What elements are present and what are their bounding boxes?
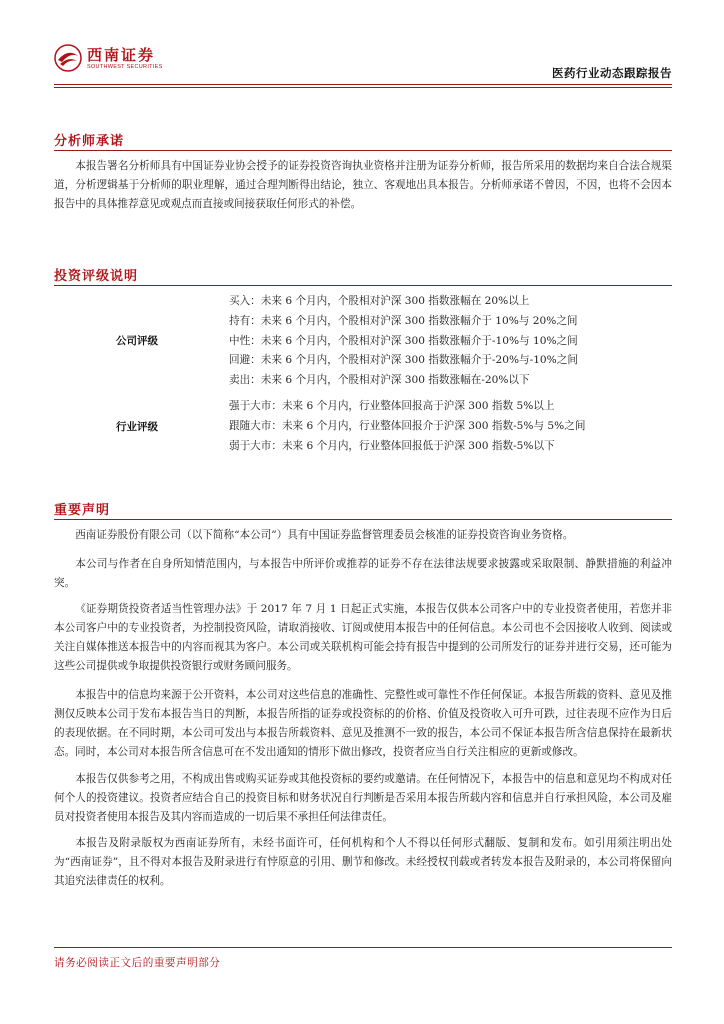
disclaimer-paragraph: 《证券期货投资者适当性管理办法》于 2017 年 7 月 1 日起正式实施，本报告仅供本公司客户中的专业投资者使用，若您并非本公司客户中的专业投资者，为控制投资风险，请取消接收、订阅或使用本报告中的任何信息。本公司也不会因接收人收到、阅读或关注自媒体推送本报告中的内容而视其为客户。本公司或关联机构可能会持有报告中提到的公司所发行的证券并进行交易，还可能为这些公司提供或争取提供投资银行或财务顾问服务。: [54, 603, 672, 672]
footer-divider: [54, 947, 672, 948]
section-divider: [54, 150, 672, 151]
company-rating-item: 回避：未来 6 个月内，个股相对沪深 300 指数涨幅介于-20%与-10%之间: [229, 354, 578, 366]
company-rating-item: 中性：未来 6 个月内，个股相对沪深 300 指数涨幅介于-10%与 10%之间: [229, 335, 578, 347]
company-logo: [54, 42, 166, 76]
company-rating-item: 卖出：未来 6 个月内，个股相对沪深 300 指数涨幅在-20%以下: [229, 374, 530, 386]
section-divider: [54, 519, 672, 520]
header-divider-thin: [54, 87, 672, 88]
industry-rating-item: 强于大市：未来 6 个月内，行业整体回报高于沪深 300 指数 5%以上: [229, 400, 555, 412]
logo-chinese-name: 西南证券: [87, 46, 156, 64]
disclaimer-paragraph: 西南证券股份有限公司（以下简称“本公司”）具有中国证券监督管理委员会核准的证券投资咨询业务资格。: [75, 529, 574, 541]
section-title-rating: 投资评级说明: [54, 269, 139, 284]
disclaimer-paragraph: 本报告中的信息均来源于公开资料，本公司对这些信息的准确性、完整性或可靠性不作任何保证。本报告所载的资料、意见及推测仅反映本公司于发布本报告当日的判断，本报告所指的证券或投资标的的价格、价值及投资收入可升可跌，过往表现不应作为日后的表现依据。在不同时期，本公司可发出与本报告所载资料、意见及推测不一致的报告，本公司不保证本报告所含信息保持在最新状态。同时，本公司对本报告所含信息可在不发出通知的情形下做出修改，投资者应当自行关注相应的更新或修改。: [54, 689, 672, 758]
footer-note: 请务必阅读正文后的重要声明部分: [54, 957, 221, 969]
header-divider: [54, 84, 672, 85]
analyst-commitment-text: 本报告署名分析师具有中国证券业协会授予的证券投资咨询执业资格并注册为证券分析师，报告所采用的数据均来自合法合规渠道，分析逻辑基于分析师的职业理解，通过合理判断得出结论，独立、客观地出具本报告。分析师承诺不曾因，不因，也将不会因本报告中的具体推荐意见或观点而直接或间接获取任何形式的补偿。: [54, 160, 672, 210]
section-title-analyst-commitment: 分析师承诺: [54, 134, 125, 149]
disclaimer-paragraph: 本公司与作者在自身所知情范围内，与本报告中所评价或推荐的证券不存在法律法规要求披露或采取限制、静默措施的利益冲突。: [54, 558, 672, 589]
section-title-disclaimer: 重要声明: [54, 503, 111, 518]
company-rating-item: 买入：未来 6 个月内，个股相对沪深 300 指数涨幅在 20%以上: [229, 295, 530, 307]
company-rating-item: 持有：未来 6 个月内，个股相对沪深 300 指数涨幅介于 10%与 20%之间: [229, 315, 578, 327]
industry-rating-item: 弱于大市：未来 6 个月内，行业整体回报低于沪深 300 指数-5%以下: [229, 440, 555, 452]
logo-english-name: SOUTHWEST SECURITIES: [87, 64, 163, 70]
company-rating-label: 公司评级: [116, 335, 158, 347]
logo-mark-icon: [54, 44, 82, 72]
disclaimer-paragraph: 本报告及附录版权为西南证券所有，未经书面许可，任何机构和个人不得以任何形式翻版、复制和发布。如引用须注明出处为“西南证券”，且不得对本报告及附录进行有悖原意的引用、删节和修改。未经授权刊载或者转发本报告及附录的，本公司将保留向其追究法律责任的权利。: [54, 837, 672, 887]
page-header: [0, 0, 724, 92]
industry-rating-label: 行业评级: [116, 421, 158, 433]
industry-rating-item: 跟随大市：未来 6 个月内，行业整体回报介于沪深 300 指数-5%与 5%之间: [229, 420, 586, 432]
section-divider: [54, 285, 672, 286]
report-type: 医药行业动态跟踪报告: [552, 66, 672, 80]
disclaimer-paragraph: 本报告仅供参考之用，不构成出售或购买证券或其他投资标的要约或邀请。在任何情况下，本报告中的信息和意见均不构成对任何个人的投资建议。投资者应结合自己的投资目标和财务状况自行判断是否采用本报告所载内容和信息并自行承担风险，本公司及雇员对投资者使用本报告及其内容而造成的一切后果不承担任何法律责任。: [54, 773, 672, 823]
